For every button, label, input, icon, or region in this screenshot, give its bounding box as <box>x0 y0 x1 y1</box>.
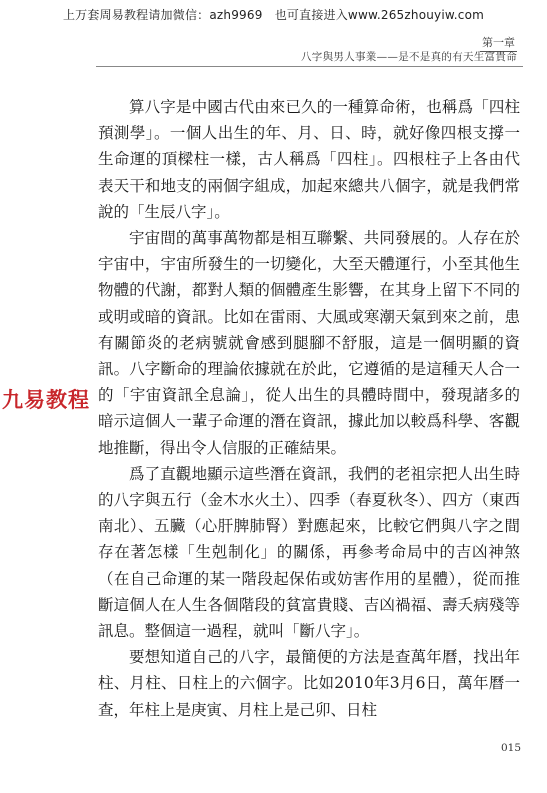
body-text <box>98 94 520 723</box>
side-watermark: 九易教程 <box>2 388 90 412</box>
page-number: 015 <box>500 742 521 754</box>
chapter-badge: 第一章 <box>480 34 517 52</box>
paragraph: 宇宙間的萬事萬物都是相互聯繫、共同發展的。人存在於宇宙中，宇宙所發生的一切變化，大至天體運行，小至其他生物體的代謝，都對人類的個體產生影響，在其身上留下不同的或明或暗的資訊。比如在雷雨、大風或寒潮天氣到來之前，患有關節炎的老病號就會感到腿腳不舒服，這是一個明顯的資訊。八字斷命的理論依據就在於此，它遵循的是這種天人合一的「宇宙資訊全息論」，從人出生的具體時間中，發現諸多的暗示這個人一輩子命運的潛在資訊，據此加以較爲科學、客觀地推斷，得出令人信服的正確結果。 <box>98 229 520 457</box>
paragraph: 要想知道自己的八字，最簡便的方法是查萬年曆，找出年柱、月柱、日柱上的六個字。比如2010年3月6日，萬年曆一查，年柱上是庚寅、月柱上是己卯、日柱 <box>98 648 520 719</box>
paragraph: 算八字是中國古代由來已久的一種算命術，也稱爲「四柱預測學」。一個人出生的年、月、日、時，就好像四根支撐一生命運的頂樑柱一樣，古人稱爲「四柱」。四根柱子上各由代表天干和地支的兩個字組成，加起來總共八個字，就是我們常說的「生辰八字」。 <box>98 98 520 221</box>
paragraph: 爲了直觀地顯示這些潛在資訊，我們的老祖宗把人出生時的八字與五行（金木水火土）、四季（春夏秋冬）、四方（東西南北）、五臟（心肝脾肺腎）對應起來，比較它們與八字之間存在著怎樣「生剋制化」的關係，再參考命局中的吉凶神煞（在自己命運的某一階段起保佑或妨害作用的星體），從而推斷這個人在人生各個階段的貧富貴賤、吉凶禍福、壽夭病殘等訊息。整個這一過程，就叫「斷八字」。 <box>98 464 520 641</box>
header-rule <box>96 66 523 67</box>
running-head: 八字與男人事業——是不是真的有天生富貴命 <box>301 51 517 63</box>
top-watermark: 上万套周易教程请加微信：azh9969 也可直接进入www.265zhouyiw.com <box>62 8 485 22</box>
